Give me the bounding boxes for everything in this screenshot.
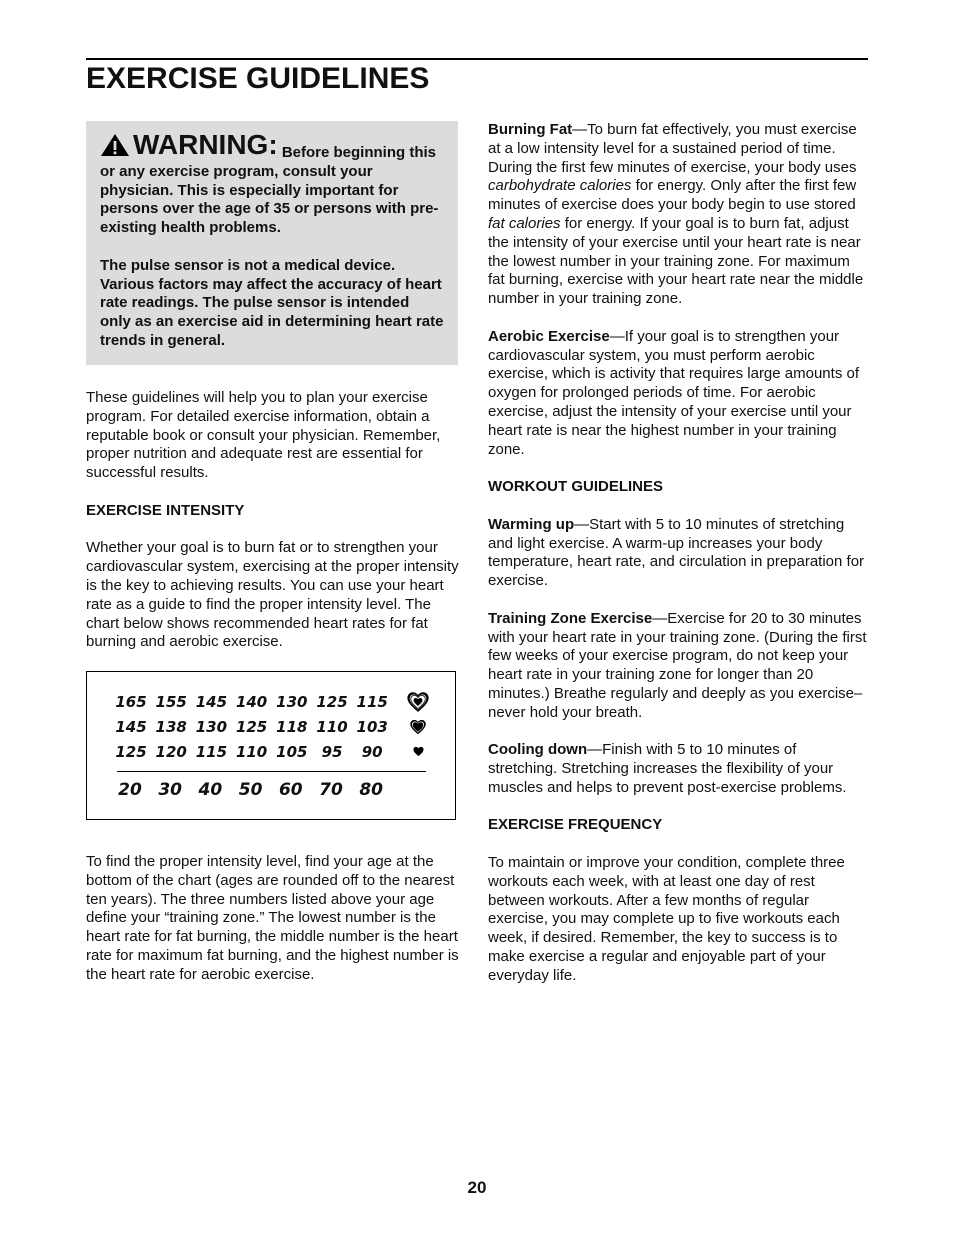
chart-divider [117, 771, 426, 773]
warming-up-paragraph [488, 516, 868, 591]
heart-rate-value: 90 [361, 742, 383, 761]
age-label: 40 [198, 779, 223, 800]
age-label: 30 [158, 779, 183, 800]
cooling-down-label: Cooling down [488, 741, 588, 759]
warming-up-label: Warming up [488, 515, 575, 533]
age-label: 60 [278, 779, 303, 800]
heart-rate-value: 110 [316, 717, 348, 736]
page-title: EXERCISE GUIDELINES [86, 62, 430, 95]
large-heart-icon [407, 691, 429, 713]
heart-rate-value: 130 [195, 717, 228, 736]
right-column [488, 121, 868, 1004]
warning-label: WARNING: [133, 129, 278, 160]
warning-lead: Before beginning [281, 144, 406, 161]
burning-fat-paragraph [488, 121, 868, 309]
heart-rate-chart [86, 671, 456, 820]
aerobic-exercise-paragraph [488, 328, 868, 460]
age-label: 20 [118, 779, 142, 800]
age-label: 70 [319, 779, 343, 800]
warning-triangle-icon [100, 133, 130, 157]
training-zone-paragraph [488, 610, 868, 723]
heart-rate-value: 145 [195, 692, 228, 711]
fat-calories-term: fat calories [488, 214, 561, 232]
burning-fat-text-2: for energy. Only after the first few minutes of exercise does your body begin to use stored [488, 177, 857, 214]
aerobic-exercise-text: —If your goal is to strengthen your cardiovascular system, you must perform aerobic exercise, which is activity that requires large amounts of oxygen for prolonged periods of time. For aerobic exercise, adjust the intensity of your exercise until your heart rate is near the highest number in your training zone. [488, 327, 859, 458]
chart-explanation: To find the proper intensity level, find your age at the bottom of the chart (ages are rounded off to the nearest ten years). The three numbers listed above your age define your “training zone.” The lowest number is the heart rate for fat burning, the middle number is the heart rate for maximum fat burning, and the highest number is the heart rate for aerobic exercise. [86, 852, 459, 983]
burning-fat-text-1: —To burn fat effectively, you must exercise at a low intensity level for a sustained period of time. During the first few minutes of exercise, your body uses [488, 121, 857, 176]
heart-rate-value: 155 [155, 692, 187, 711]
training-zone-label: Training Zone Exercise [488, 609, 653, 627]
warning-header [100, 131, 278, 159]
heart-rate-value: 118 [276, 717, 308, 736]
heart-rate-value: 95 [321, 742, 343, 761]
burning-fat-text-3: for energy. If your goal is to burn fat, adjust the intensity of your exercise until your heart rate is near the lowest number in your training zone. For maximum fat burning, exercise with your heart rate near the middle number in your training zone. [488, 214, 864, 308]
heart-rate-value: 138 [155, 717, 187, 736]
age-label: 50 [238, 779, 263, 800]
warning-box [86, 121, 458, 365]
aerobic-exercise-label: Aerobic Exercise [488, 327, 610, 345]
exercise-frequency-text: To maintain or improve your condition, complete three workouts each week, with at least one day of rest between workouts. After a few months of regular exercise, you may complete up to five workouts each week, if desired. Remember, the key to success is to make exercise a regular and enjoyable part of your everyday life. [488, 854, 845, 984]
heart-rate-value: 125 [235, 717, 268, 736]
cooling-down-text: —Finish with 5 to 10 minutes of stretching. Stretching increases the flexibility of your muscles and helps to prevent post-exercise problems. [488, 741, 847, 796]
cooling-down-paragraph [488, 741, 868, 797]
warming-up-text: —Start with 5 to 10 minutes of stretching and light exercise. A warm-up increases your body temperature, heart rate, and circulation in preparation for exercise. [488, 515, 865, 590]
carbohydrate-calories-term: carbohydrate calories [488, 177, 632, 195]
heart-rate-value: 115 [195, 742, 228, 761]
heart-rate-value: 110 [235, 742, 268, 761]
heart-rate-value: 120 [155, 742, 187, 761]
page-number: 20 [467, 1178, 487, 1197]
small-heart-icon [413, 746, 424, 757]
exercise-frequency-heading: EXERCISE FREQUENCY [488, 816, 663, 834]
training-zone-text: —Exercise for 20 to 30 minutes with your heart rate in your training zone. (During the first few weeks of your exercise program, do not keep your heart rate in your training zone for longer than 20 minutes.) Breathe regularly and deeply as you exercise–never hold your breath. [488, 609, 867, 721]
pulse-sensor-note: The pulse sensor is not a medical device. Various factors may affect the accuracy of heart rate readings. The pulse sensor is intended only as an exercise aid in determining heart rate trends in general. [100, 256, 444, 349]
heart-rate-value: 105 [276, 742, 308, 761]
exercise-intensity-heading: EXERCISE INTENSITY [86, 501, 245, 519]
heart-rate-value: 145 [115, 717, 147, 736]
heart-rate-value: 103 [356, 717, 388, 736]
heart-rate-value: 130 [276, 692, 308, 711]
warning-rest: this or any exercise program, consult your physician. This is especially important for persons over the age of 35 or persons with pre-existing health problems. [100, 144, 439, 237]
exercise-intensity-text: Whether your goal is to burn fat or to strengthen your cardiovascular system, exercising at the proper intensity is the key to achieving results. You can use your heart rate as a guide to find the proper intensity level. The chart below shows recommended heart rates for fat burning and aerobic exercise. [86, 539, 459, 651]
heart-rate-value: 115 [356, 692, 388, 711]
heart-rate-value: 140 [235, 692, 268, 711]
age-label: 80 [359, 779, 384, 800]
heart-rate-value: 125 [115, 742, 147, 761]
heart-rate-value: 165 [115, 692, 147, 711]
burning-fat-label: Burning Fat [488, 121, 573, 138]
left-column [86, 121, 464, 1003]
heart-rate-value: 125 [316, 692, 348, 711]
medium-heart-icon [410, 719, 426, 735]
warning-paragraph [100, 131, 444, 238]
intro-text: These guidelines will help you to plan your exercise program. For detailed exercise information, obtain a reputable book or consult your physician. Remember, proper nutrition and adequate rest are essential for successful results. [86, 389, 441, 482]
workout-guidelines-heading: WORKOUT GUIDELINES [488, 478, 663, 496]
